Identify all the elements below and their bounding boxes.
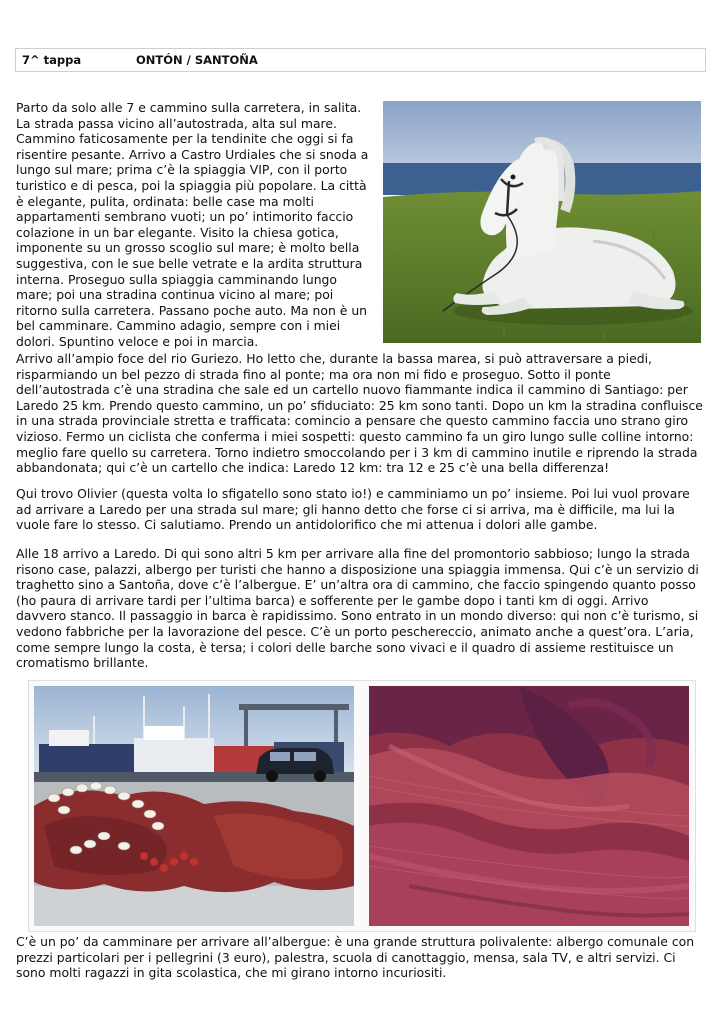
paragraph-rio-guriezo: Arrivo all’ampio foce del rio Guriezo. Ho letto che, durante la bassa marea, si può attraversare a piedi, risparmiando un bel pezzo di strada fino al ponte; ma ora non mi fido e proseguo. Sotto il ponte dell’autostrada c’è una stradina che sale ed un cartello nuovo fiammante indica il cammino di Santiago: per Laredo 25 km. Prendo questo cammino, un po’ sfiduciato: 25 km sono tanti. Dopo un km la stradina confluisce in una strada provinciale stretta e trafficata: comincio a pensare che questo cammino faccia uno strano giro vizioso. Fermo un ciclista che conferma i miei sospetti: questo cammino fa un giro lungo sulle colline intorno: meglio fare quello su carretera. Torno indietro smoccolando per i 3 km di cammino inutile e riprendo la strada abbandonata; qui c’è un cartello che indica: Laredo 12 km: tra 12 e 25 c’è una bella differenza! (16, 351, 703, 476)
paragraph-olivier: Qui trovo Olivier (questa volta lo sfigatello sono stato io!) e camminiamo un po’ insieme. Poi lui vuol provare ad arrivare a Laredo per una strada sul mare; gli hanno detto che forse ci si arriva, ma è difficile, ma lui la vuole fare lo stesso. Ci salutiamo. Prendo un antidolorifico che mi attenua i dolori alle gambe. (16, 486, 690, 533)
stage-header (15, 48, 706, 72)
paragraph-albergue: C’è un po’ da camminare per arrivare all’albergue: è una grande struttura polivalente: albergo comunale con prezzi particolari per i pellegrini (3 euro), palestra, scuola di canottaggio, mensa, sala TV, e altri servizi. Ci sono molti ragazzi in gita scolastica, che mi girano intorno incuriositi. (16, 934, 695, 981)
paragraph-castro-urdiales: Parto da solo alle 7 e cammino sulla carretera, in salita. La strada passa vicino all’autostrada, alta sul mare. Cammino faticosamente per la tendinite che oggi si fa risentire pesante. Arrivo a Castro Urdiales che si snoda a lungo sul mare; prima c’è la spiaggia VIP, con il porto turistico e di pesca, poi la spiaggia più popolare. La città è elegante, pulita, ordinata: belle case ma molti appartamenti sembrano vuoti; un po’ intimorito faccio colazione in un bar elegante. Visito la chiesa gotica, imponente su un grosso scoglio sul mare; è molto bella suggestiva, con le sue belle vetrate e la ardita struttura interna. Proseguo sulla spiaggia camminando lungo mare; poi una stradina continua vicino al mare; poi ritorno sulla carretera. Passano poche auto. Ma non è un bel camminare. Cammino adagio, sempre con i miei dolori. Spuntino veloce e poi in marcia. (16, 100, 369, 349)
red-fishing-nets-photo (369, 686, 689, 926)
stage-route: ONTÓN / SANTOÑA (136, 53, 258, 67)
stage-number: 7^ tappa (22, 53, 82, 67)
paragraph-laredo-santona: Alle 18 arrivo a Laredo. Di qui sono altri 5 km per arrivare alla fine del promontorio sabbioso; lungo la strada risono case, palazzi, albergo per turisti che hanno a disposizione una spiaggia immensa. Qui c’è un servizio di traghetto sino a Santoña, dove c’è l’albergue. E’ un’altra ora di cammino, che faccio spingendo quanto posso (ho paura di arrivare tardi per l’ultima barca) e sofferente per le gambe dopo i tanti km di oggi. Arrivo davvero stanco. Il passaggio in barca è rapidissimo. Sono entrato in un mondo diverso: qui non c’è turismo, si vedono fabbriche per la lavorazione del pesce. C’è un porto peschereccio, animato anche a quest’ora. L’aria, come sempre lungo la costa, è tersa; i colori delle barche sono vivaci e il quadro di assieme restituisce un cromatismo brillante. (16, 546, 699, 671)
white-horse-photo (383, 101, 701, 343)
fishing-port-photo (34, 686, 354, 926)
